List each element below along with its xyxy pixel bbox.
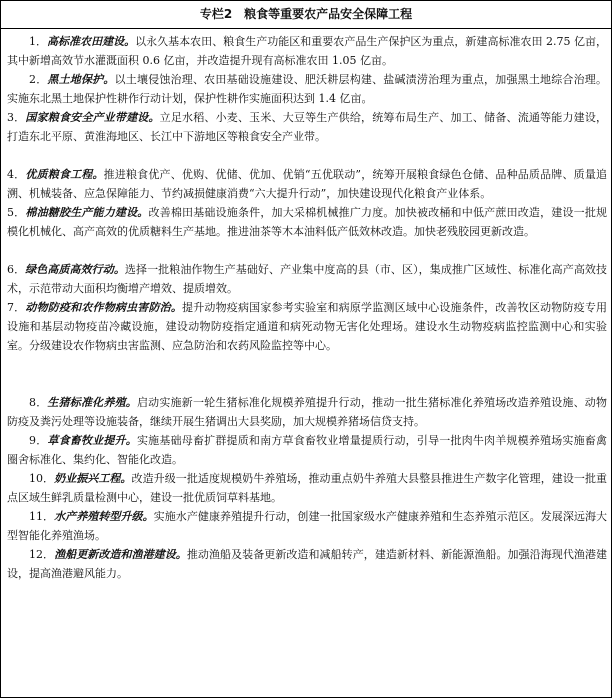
spacer bbox=[7, 146, 607, 165]
item-keyword: 奶业振兴工程。 bbox=[54, 472, 132, 485]
item-keyword: 绿色高质高效行动。 bbox=[25, 263, 125, 276]
list-item: 7．动物防疫和农作物病虫害防治。提升动物疫病国家参考实验室和病原学监测区域中心设施条件，改善牧区动物防疫专用设施和基层动物疫苗冷藏设施，建设动物防疫指定通道和病死动物无害化处理场。建设水生动物疫病监控监测中心和实验室。分级建设农作物病虫害监测、应急防治和农药风险监控等中心。 bbox=[7, 301, 608, 352]
list-item: 4．优质粮食工程。推进粮食优产、优购、优储、优加、优销“五优联动”，统筹开展粮食绿色仓储、品种品质品牌、质量追溯、机械装备、应急保障能力、节约减损健康消费“六大提升行动”，加快建设现代化粮食产业体系。 bbox=[7, 168, 608, 200]
item-keyword: 草食畜牧业提升。 bbox=[47, 434, 137, 447]
list-item: 12．渔船更新改造和渔港建设。推动渔船及装备更新改造和减船转产，建造新材料、新能源渔船。加强沿海现代渔港建设，提高渔港避风能力。 bbox=[7, 548, 608, 580]
list-item: 8．生猪标准化养殖。启动实施新一轮生猪标准化规模养殖提升行动，推动一批生猪标准化养殖场改造养殖设施、动物防疫及粪污处理等设施装备，继续开展生猪调出大县奖励，加大规模养猪场信贷支持。 bbox=[7, 396, 608, 428]
box-title: 专栏2 粮食等重要农产品安全保障工程 bbox=[1, 1, 611, 29]
item-body: 改造升级一批适度规模奶牛养殖场，推动重点奶牛养殖大县整县推进生产数字化管理，建设一批重点区域生鲜乳质量检测中心，建设一批优质饲草料基地。 bbox=[7, 472, 608, 504]
item-keyword: 国家粮食安全产业带建设。 bbox=[25, 111, 160, 124]
item-body: 实施基础母畜扩群提质和南方草食畜牧业增量提质行动，引导一批肉牛肉羊规模养殖场实施畜禽圈舍标准化、集约化、智能化改造。 bbox=[7, 434, 608, 466]
box-content bbox=[1, 29, 611, 583]
item-keyword: 优质粮食工程。 bbox=[25, 168, 104, 181]
item-keyword: 高标准农田建设。 bbox=[47, 35, 136, 48]
list-item: 3．国家粮食安全产业带建设。立足水稻、小麦、玉米、大豆等生产供给，统筹布局生产、加工、储备、流通等能力建设，打造东北平原、黄淮海地区、长江中下游地区等粮食安全产业带。 bbox=[7, 111, 608, 143]
item-body: 提升动物疫病国家参考实验室和病原学监测区域中心设施条件，改善牧区动物防疫专用设施和基层动物疫苗冷藏设施，建设动物防疫指定通道和病死动物无害化处理场。建设水生动物疫病监控监测中心和实验室。分级建设农作物病虫害监测、应急防治和农药风险监控等中心。 bbox=[7, 301, 608, 352]
item-keyword: 水产养殖转型升级。 bbox=[54, 510, 154, 523]
item-body: 立足水稻、小麦、玉米、大豆等生产供给，统筹布局生产、加工、储备、流通等能力建设，打造东北平原、黄淮海地区、长江中下游地区等粮食安全产业带。 bbox=[7, 111, 608, 143]
spacer bbox=[7, 355, 607, 393]
list-item: 1．高标准农田建设。以永久基本农田、粮食生产功能区和重要农产品生产保护区为重点，新建高标准农田 2.75 亿亩，其中新增高效节水灌溉面积 0.6 亿亩，并改造提升现有高标准农田 1.05 亿亩。 bbox=[7, 35, 608, 67]
item-keyword: 棉油糖胶生产能力建设。 bbox=[25, 206, 149, 219]
item-body: 以土壤侵蚀治理、农田基础设施建设、肥沃耕层构建、盐碱渍涝治理为重点，加强黑土地综合治理。实施东北黑土地保护性耕作行动计划，保护性耕作实施面积达到 1.4 亿亩。 bbox=[7, 73, 608, 105]
list-item: 11．水产养殖转型升级。实施水产健康养殖提升行动，创建一批国家级水产健康养殖和生态养殖示范区。发展深远海大型智能化养殖渔场。 bbox=[7, 510, 608, 542]
item-body: 推进粮食优产、优购、优储、优加、优销“五优联动”，统筹开展粮食绿色仓储、品种品质品牌、质量追溯、机械装备、应急保障能力、节约减损健康消费“六大提升行动”，加快建设现代化粮食产业体系。 bbox=[7, 168, 608, 200]
item-keyword: 渔船更新改造和渔港建设。 bbox=[54, 548, 187, 561]
item-body: 推动渔船及装备更新改造和减船转产，建造新材料、新能源渔船。加强沿海现代渔港建设，提高渔港避风能力。 bbox=[7, 548, 608, 580]
list-item: 9．草食畜牧业提升。实施基础母畜扩群提质和南方草食畜牧业增量提质行动，引导一批肉牛肉羊规模养殖场实施畜禽圈舍标准化、集约化、智能化改造。 bbox=[7, 434, 608, 466]
item-body: 启动实施新一轮生猪标准化规模养殖提升行动，推动一批生猪标准化养殖场改造养殖设施、动物防疫及粪污处理等设施装备，继续开展生猪调出大县奖励，加大规模养猪场信贷支持。 bbox=[7, 396, 608, 428]
spacer bbox=[7, 241, 607, 260]
item-body: 改善棉田基础设施条件，加大采棉机械推广力度。加快被改桶和中低产蔗田改造，建设一批规模化机械化、高产高效的优质糖料生产基地。推进油茶等木本油料低产低效林改造。加快老残胶园更新改造。 bbox=[7, 206, 608, 238]
item-keyword: 生猪标准化养殖。 bbox=[47, 396, 137, 409]
item-body: 以永久基本农田、粮食生产功能区和重要农产品生产保护区为重点，新建高标准农田 2.75 亿亩，其中新增高效节水灌溉面积 0.6 亿亩，并改造提升现有高标准农田 1.05 亿亩。 bbox=[7, 35, 608, 67]
item-keyword: 黑土地保护。 bbox=[47, 73, 115, 86]
item-body: 实施水产健康养殖提升行动，创建一批国家级水产健康养殖和生态养殖示范区。发展深远海大型智能化养殖渔场。 bbox=[7, 510, 608, 542]
item-body: 选择一批粮油作物生产基础好、产业集中度高的县（市、区），集成推广区域性、标准化高产高效技术，示范带动大面积均衡增产增效、提质增效。 bbox=[7, 263, 608, 295]
item-keyword: 动物防疫和农作物病虫害防治。 bbox=[25, 301, 183, 314]
list-item: 6．绿色高质高效行动。选择一批粮油作物生产基础好、产业集中度高的县（市、区），集成推广区域性、标准化高产高效技术，示范带动大面积均衡增产增效、提质增效。 bbox=[7, 263, 608, 295]
list-item: 5．棉油糖胶生产能力建设。改善棉田基础设施条件，加大采棉机械推广力度。加快被改桶和中低产蔗田改造，建设一批规模化机械化、高产高效的优质糖料生产基地。推进油茶等木本油料低产低效林改造。加快老残胶园更新改造。 bbox=[7, 206, 608, 238]
list-item: 10．奶业振兴工程。改造升级一批适度规模奶牛养殖场，推动重点奶牛养殖大县整县推进生产数字化管理，建设一批重点区域生鲜乳质量检测中心，建设一批优质饲草料基地。 bbox=[7, 472, 608, 504]
list-item: 2．黑土地保护。以土壤侵蚀治理、农田基础设施建设、肥沃耕层构建、盐碱渍涝治理为重点，加强黑土地综合治理。实施东北黑土地保护性耕作行动计划，保护性耕作实施面积达到 1.4 亿亩。 bbox=[7, 73, 608, 105]
